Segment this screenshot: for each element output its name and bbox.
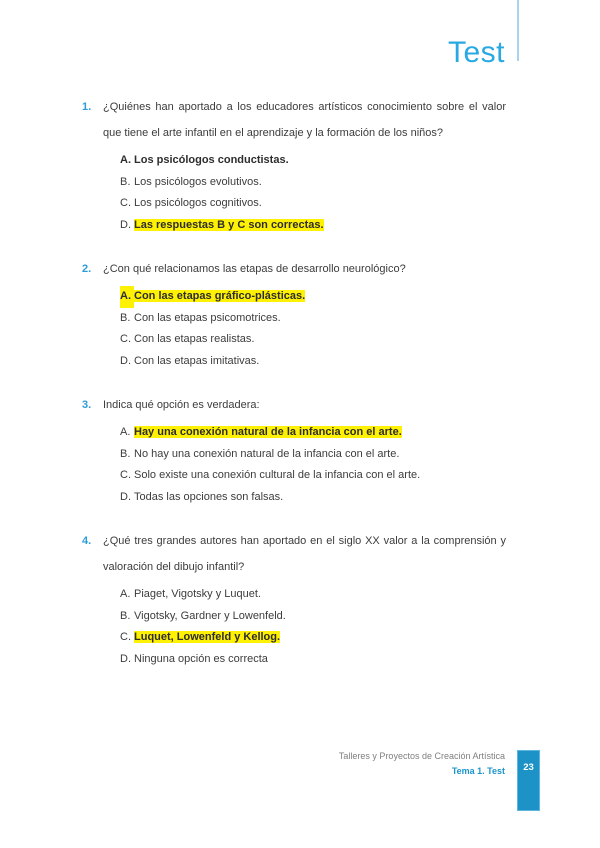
test-questions [82, 94, 506, 690]
option-letter: A. [120, 426, 131, 438]
question-stem: ¿Qué tres grandes autores han aportado en el siglo XX valor a la comprensión y valoración del dibujo infantil? [103, 535, 506, 573]
option-text: Hay una conexión natural de la infancia con el arte. [134, 426, 402, 438]
footer-course-title: Talleres y Proyectos de Creación Artística [338, 751, 505, 761]
option-text: Ninguna opción es correcta [134, 652, 268, 665]
page-title: Test [447, 36, 505, 69]
header-divider [517, 0, 519, 61]
page-number: 23 [523, 762, 534, 773]
answer-option [103, 286, 506, 308]
option-letter: D. [120, 354, 131, 367]
option-letter: D. [120, 218, 131, 231]
option-text: No hay una conexión natural de la infancia con el arte. [134, 447, 400, 460]
question-stem: ¿Con qué relacionamos las etapas de desarrollo neurológico? [103, 263, 406, 275]
option-letter: C. [120, 469, 131, 481]
option-letter: C. [120, 631, 131, 643]
answer-option [103, 193, 506, 215]
footer-section-title: Tema 1. Test [451, 766, 505, 776]
answer-option [103, 215, 506, 237]
option-text: Con las etapas realistas. [134, 333, 255, 345]
option-text: Con las etapas gráfico-plásticas. [134, 290, 306, 302]
option-letter: D. [120, 490, 131, 503]
answer-option [103, 308, 506, 330]
option-text: Solo existe una conexión cultural de la infancia con el arte. [134, 469, 421, 481]
option-text: Los psicólogos cognitivos. [134, 197, 262, 209]
question-number: 1. [82, 101, 92, 113]
answer-option [103, 150, 506, 172]
question-1 [82, 94, 506, 236]
answer-option [103, 627, 506, 649]
answer-option [103, 649, 506, 671]
question-4 [82, 528, 506, 670]
answer-option [103, 422, 506, 444]
answer-option [103, 606, 506, 628]
answer-option [103, 329, 506, 351]
answer-option [103, 172, 506, 194]
question-3 [82, 392, 506, 508]
answer-option [103, 444, 506, 466]
option-letter: D. [120, 652, 131, 665]
question-2 [82, 256, 506, 372]
option-text: Los psicólogos evolutivos. [134, 175, 262, 188]
answer-option [103, 351, 506, 373]
option-letter: B. [120, 609, 131, 622]
option-letter: C. [120, 333, 131, 345]
page-number-badge [517, 750, 540, 811]
question-number: 4. [82, 535, 92, 547]
option-letter: A. [120, 588, 131, 600]
answer-option [103, 465, 506, 487]
question-stem: ¿Quiénes han aportado a los educadores artísticos conocimiento sobre el valor que tiene el arte infantil en el aprendizaje y la formación de los niños? [103, 101, 506, 139]
answer-option [103, 487, 506, 509]
option-letter: B. [120, 175, 131, 188]
answer-option [103, 584, 506, 606]
option-text: Los psicólogos conductistas. [134, 154, 289, 166]
question-stem: Indica qué opción es verdadera: [103, 399, 260, 411]
option-letter: C. [120, 197, 131, 209]
option-letter: A. [120, 286, 134, 308]
option-text: Con las etapas imitativas. [134, 354, 260, 367]
option-letter: B. [120, 311, 131, 324]
option-text: Luquet, Lowenfeld y Kellog. [134, 631, 281, 643]
option-letter: A. [120, 154, 131, 166]
question-number: 2. [82, 263, 92, 275]
option-text: Todas las opciones son falsas. [134, 490, 284, 503]
option-text: Vigotsky, Gardner y Lowenfeld. [134, 609, 286, 622]
option-text: Con las etapas psicomotrices. [134, 311, 281, 324]
question-number: 3. [82, 399, 92, 411]
option-text: Las respuestas B y C son correctas. [134, 218, 324, 231]
option-text: Piaget, Vigotsky y Luquet. [134, 588, 261, 600]
option-letter: B. [120, 447, 131, 460]
